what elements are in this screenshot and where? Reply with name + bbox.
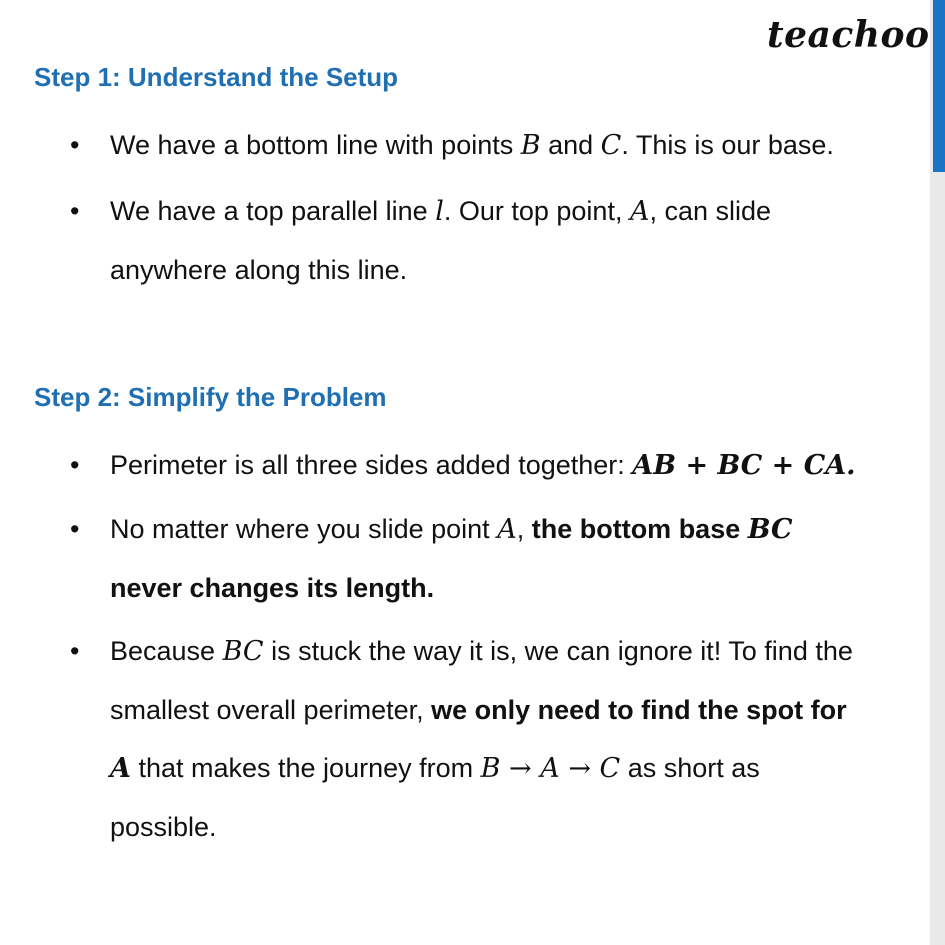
bullet-dot: • (70, 130, 80, 160)
bullet-text: We have a top parallel line l. Our top point, A, can slide anywhere along this line. (110, 196, 772, 285)
step2-heading: Step 2: Simplify the Problem (34, 382, 387, 412)
teachoo-logo: teachoo (767, 14, 930, 56)
step1-heading: Step 1: Understand the Setup (34, 62, 399, 92)
step2-bullet-1 (70, 436, 900, 495)
vertical-scrollbar[interactable] (930, 0, 945, 945)
journey-formula: B → A → C (480, 753, 621, 784)
scrollbar-thumb[interactable] (933, 0, 945, 172)
bullet-text: No matter where you slide point A, the bottom base BC never changes its length. (110, 514, 793, 603)
bullet-text: Perimeter is all three sides added together: AB + BC + CA. (110, 450, 856, 481)
bullet-text: Because BC is stuck the way it is, we can ignore it! To find the smallest overall perimeter, we only need to find the spot for A that makes the journey from B → A → C as short as possible. (110, 636, 853, 842)
step2-bullet-3 (70, 622, 900, 856)
bullet-dot: • (70, 450, 80, 480)
step1-bullet-2 (70, 182, 900, 299)
step1-bullet-1 (70, 116, 900, 175)
step2-bullet-2 (70, 500, 900, 617)
bullet-text: We have a bottom line with points B and C. This is our base. (110, 130, 834, 161)
bullet-dot: • (70, 636, 80, 666)
perimeter-formula: AB + BC + CA. (632, 450, 856, 481)
bullet-dot: • (70, 514, 80, 544)
bullet-dot: • (70, 196, 80, 226)
